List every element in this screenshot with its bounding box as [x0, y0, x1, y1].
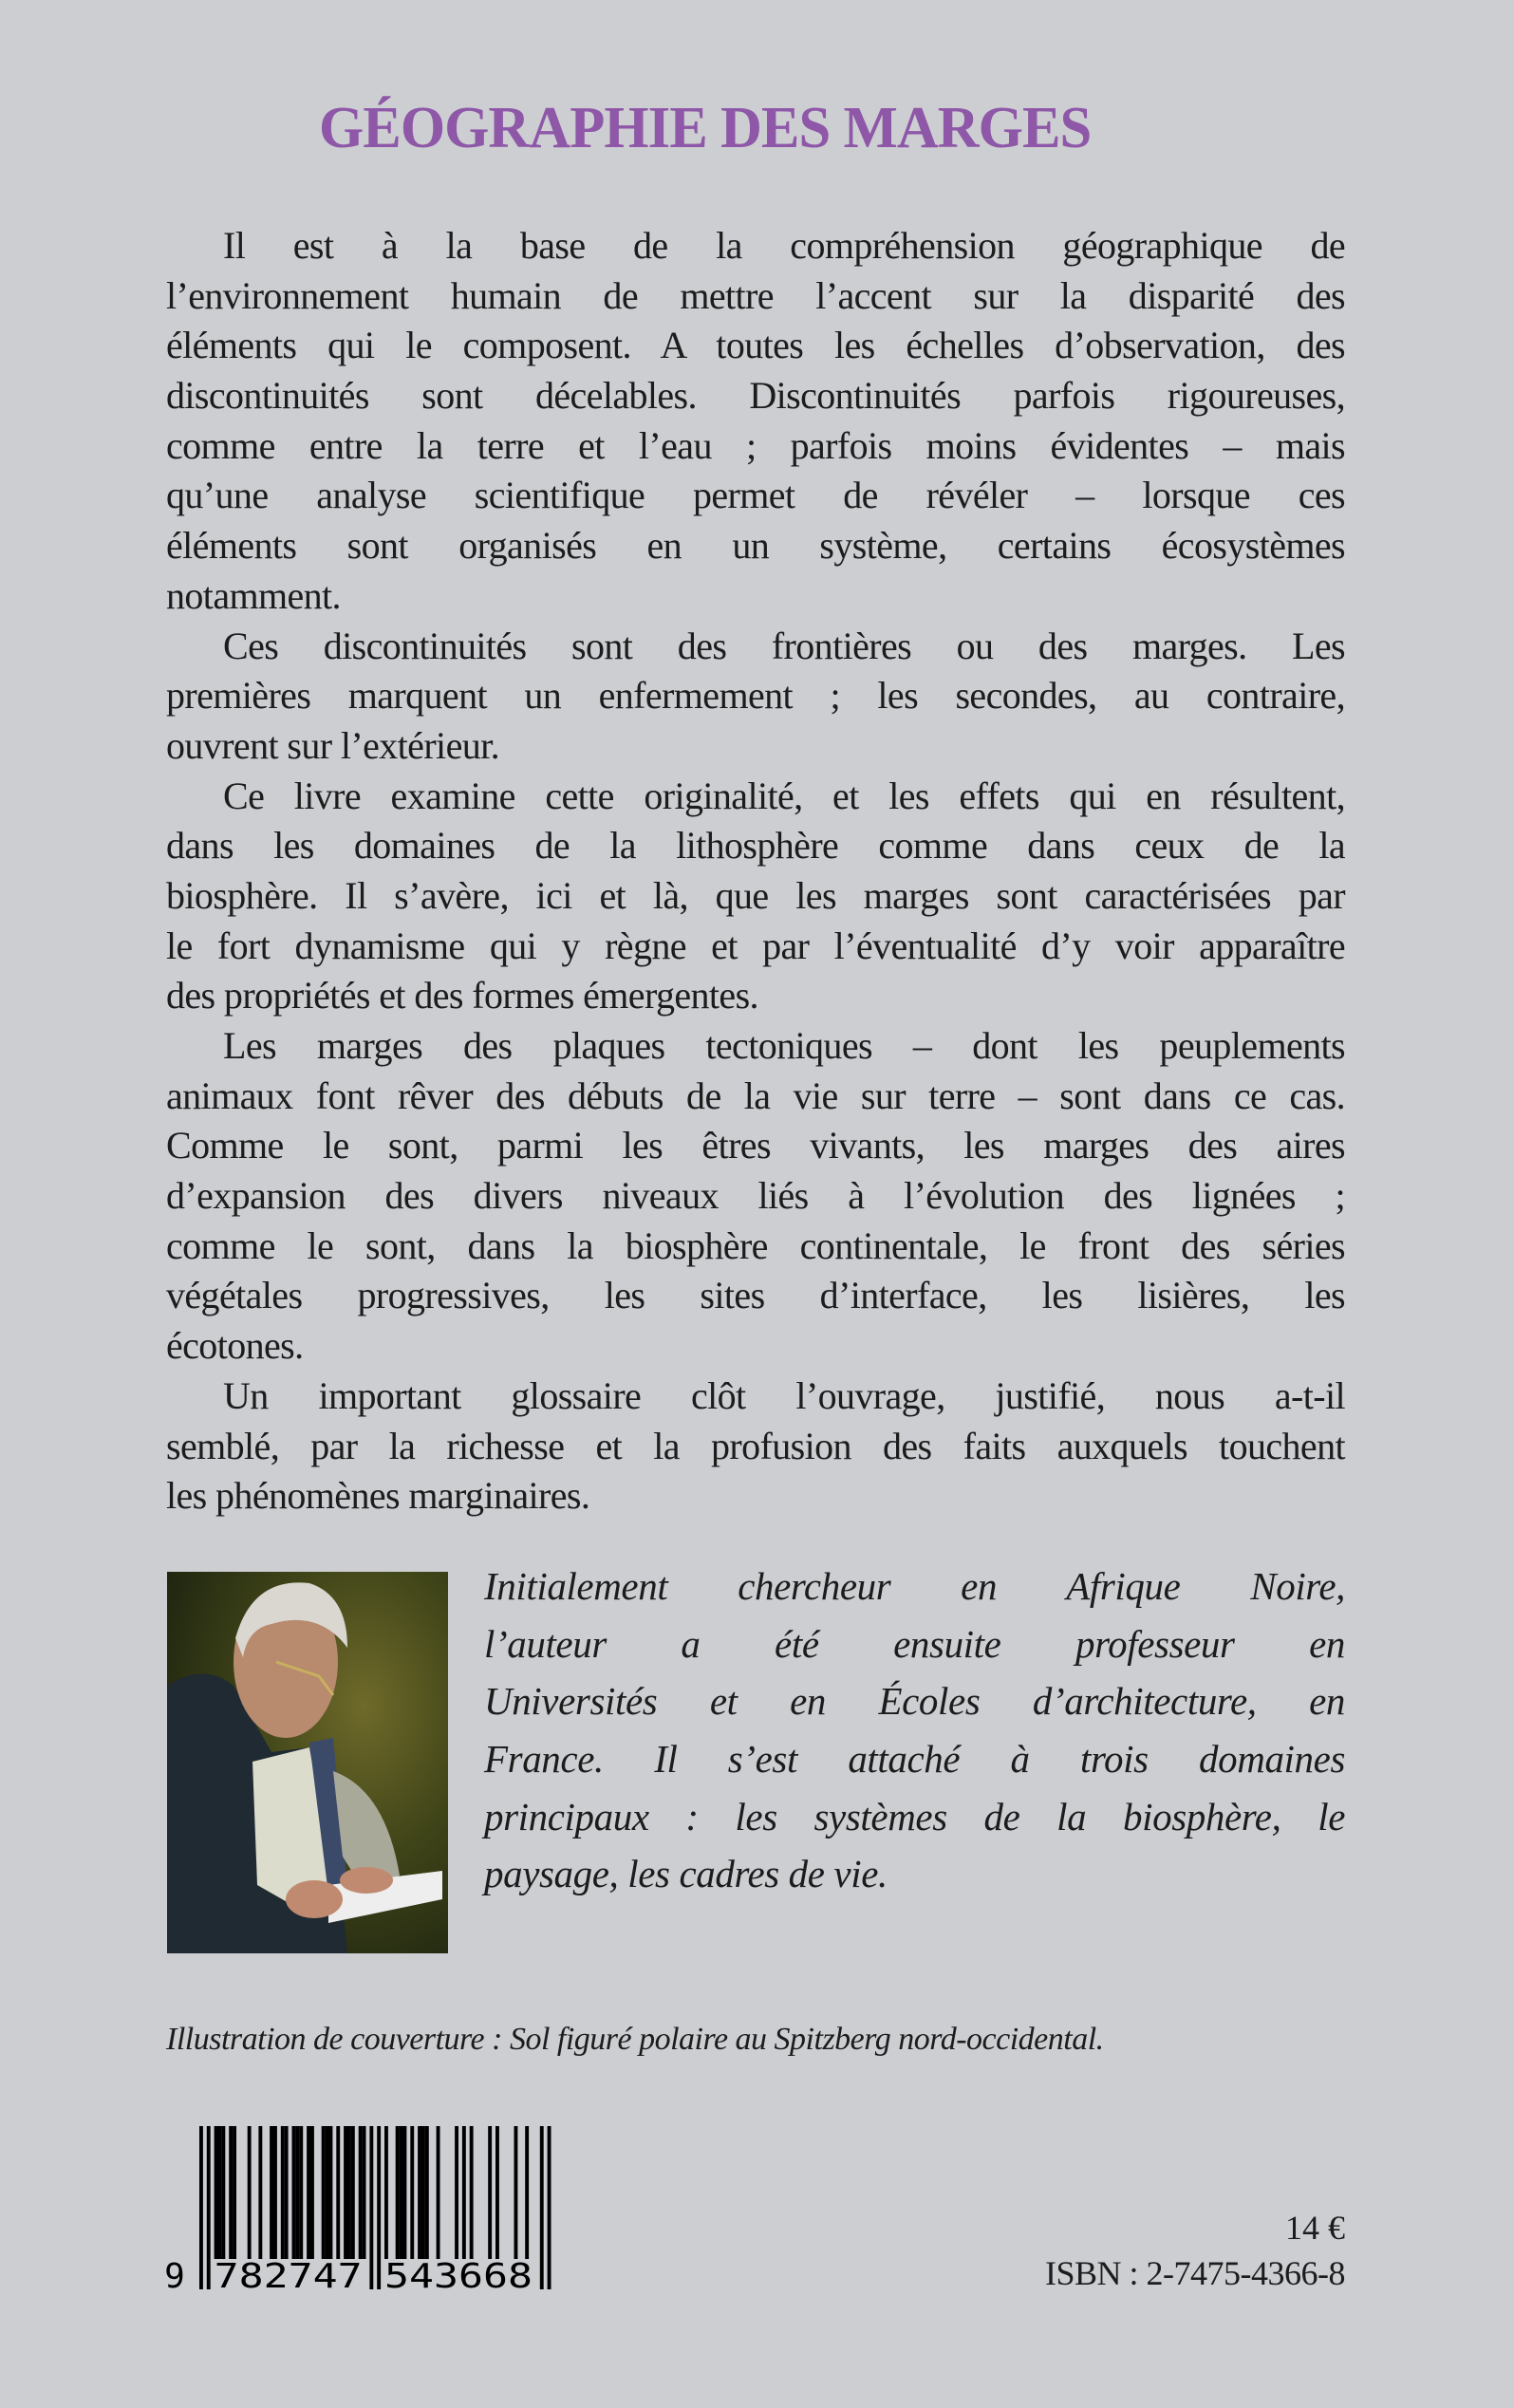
- text-line: écotones.: [166, 1324, 304, 1368]
- barcode-bar: [403, 2126, 407, 2259]
- barcode-bar: [258, 2126, 262, 2259]
- bio-line: Universités et en Écoles d’architecture, en: [484, 1679, 1345, 1724]
- barcode-bar: [248, 2126, 252, 2259]
- back-cover-summary: [166, 221, 1345, 1521]
- barcode-digits: 9: [164, 2257, 185, 2295]
- text-line: semblé, par la richesse et la profusion des faits auxquels touchent: [166, 1424, 1345, 1467]
- text-line: éléments sont organisés en un système, certains écosystèmes: [166, 524, 1345, 568]
- barcode-bar: [329, 2126, 333, 2259]
- text-line: l’environnement humain de mettre l’accent sur la disparité des: [166, 273, 1345, 317]
- text-line: Ce livre examine cette originalité, et les effets qui en résultent,: [223, 774, 1345, 817]
- barcode-digits: 543668: [384, 2257, 533, 2295]
- barcode-bar: [425, 2126, 429, 2259]
- barcode-bar: [377, 2126, 381, 2289]
- barcode-bar: [369, 2126, 373, 2289]
- text-line: des propriétés et des formes émergentes.: [166, 974, 758, 1017]
- text-line: d’expansion des divers niveaux liés à l’évolution des lignées ;: [166, 1174, 1345, 1218]
- paragraph: [166, 1372, 1345, 1521]
- barcode-bar: [525, 2126, 529, 2259]
- barcode-bar: [540, 2126, 544, 2289]
- barcode-bar: [462, 2126, 466, 2259]
- barcode-bar: [548, 2126, 551, 2289]
- barcode-bar: [310, 2126, 314, 2259]
- barcode-bar: [344, 2126, 347, 2259]
- barcode-bar: [273, 2126, 277, 2259]
- barcode-bar: [514, 2126, 518, 2259]
- isbn-barcode: [161, 2124, 570, 2295]
- barcode-bar: [281, 2126, 285, 2259]
- barcode-bar: [295, 2126, 299, 2259]
- author-biography: [484, 1558, 1345, 1903]
- text-line: Les marges des plaques tectoniques – dont les peuplements: [223, 1024, 1345, 1067]
- barcode-bar: [218, 2126, 222, 2259]
- text-line: Un important glossaire clôt l’ouvrage, justifié, nous a-t-il: [223, 1373, 1345, 1417]
- barcode-bar: [199, 2126, 203, 2289]
- barcode-bar: [488, 2126, 492, 2259]
- barcode-bar: [495, 2126, 499, 2259]
- text-line: Ces discontinuités sont des frontières ou des marges. Les: [223, 624, 1345, 667]
- barcode-bar: [410, 2126, 414, 2259]
- barcode-bar: [336, 2126, 340, 2259]
- barcode-bar: [207, 2126, 211, 2289]
- barcode-bar: [326, 2126, 329, 2259]
- barcode-bar: [437, 2126, 440, 2259]
- text-line: éléments qui le composent. A toutes les échelles d’observation, des: [166, 324, 1345, 367]
- text-line: biosphère. Il s’avère, ici et là, que les marges sont caractérisées par: [166, 873, 1345, 917]
- paragraph: [166, 772, 1345, 1021]
- barcode-bar: [359, 2126, 363, 2259]
- text-line: dans les domaines de la lithosphère comme dans ceux de la: [166, 824, 1345, 868]
- author-photo: [167, 1572, 448, 1953]
- barcode-bar: [270, 2126, 273, 2259]
- text-line: comme entre la terre et l’eau ; parfois moins évidentes – mais: [166, 423, 1345, 467]
- cover-illustration-caption: Illustration de couverture : Sol figuré polaire au Spitzberg nord-occidental.: [166, 2022, 1104, 2057]
- barcode-bar: [233, 2126, 236, 2259]
- isbn-number: ISBN : 2-7475-4366-8: [1045, 2254, 1345, 2292]
- bio-line: Initialement chercheur en Afrique Noire,: [484, 1564, 1345, 1608]
- text-line: comme le sont, dans la biosphère continentale, le front des séries: [166, 1223, 1345, 1267]
- text-line: premières marquent un enfermement ; les secondes, au contraire,: [166, 674, 1345, 718]
- text-line: qu’une analyse scientifique permet de révéler – lorsque ces: [166, 474, 1345, 517]
- paragraph: [166, 622, 1345, 772]
- barcode-bar: [418, 2126, 421, 2259]
- barcode-bar: [455, 2126, 458, 2259]
- barcode-bar: [384, 2126, 388, 2259]
- text-line: Il est à la base de la compréhension géographique de: [223, 224, 1345, 267]
- barcode-digits: 782747: [214, 2257, 363, 2295]
- bio-line: l’auteur a été ensuite professeur en: [484, 1621, 1345, 1666]
- barcode-bar: [351, 2126, 355, 2259]
- bio-line: paysage, les cadres de vie.: [484, 1852, 888, 1896]
- bio-line: principaux : les systèmes de la biosphère, le: [484, 1794, 1345, 1839]
- text-line: ouvrent sur l’extérieur.: [166, 723, 500, 767]
- barcode-bar: [299, 2126, 303, 2259]
- barcode-bar: [215, 2126, 218, 2259]
- barcode-bar: [363, 2126, 366, 2259]
- barcode-bar: [421, 2126, 425, 2259]
- text-line: végétales progressives, les sites d’interface, les lisières, les: [166, 1274, 1345, 1317]
- barcode-bar: [221, 2126, 225, 2259]
- text-line: notamment.: [166, 573, 341, 617]
- barcode-bar: [229, 2126, 233, 2259]
- price: 14 €: [1285, 2209, 1345, 2247]
- barcode-bar: [307, 2126, 310, 2259]
- barcode-bar: [400, 2126, 403, 2259]
- text-line: Comme le sont, parmi les êtres vivants, les marges des aires: [166, 1124, 1345, 1167]
- barcode-bar: [470, 2126, 474, 2259]
- paragraph: [166, 221, 1345, 622]
- text-line: animaux font rêver des débuts de la vie sur terre – sont dans ce cas.: [166, 1073, 1345, 1117]
- text-line: discontinuités sont décelables. Discontinuités parfois rigoureuses,: [166, 374, 1345, 418]
- text-line: le fort dynamisme qui y règne et par l’éventualité d’y voir apparaître: [166, 924, 1345, 967]
- paragraph: [166, 1021, 1345, 1372]
- bio-line: France. Il s’est attaché à trois domaines: [484, 1737, 1345, 1782]
- book-title: GÉOGRAPHIE DES MARGES: [319, 96, 1092, 160]
- barcode-bar: [396, 2126, 400, 2259]
- barcode-bar: [292, 2126, 296, 2259]
- text-line: les phénomènes marginaires.: [166, 1474, 590, 1518]
- barcode-bar: [285, 2126, 289, 2259]
- barcode-bar: [322, 2126, 326, 2259]
- barcode-bar: [347, 2126, 351, 2259]
